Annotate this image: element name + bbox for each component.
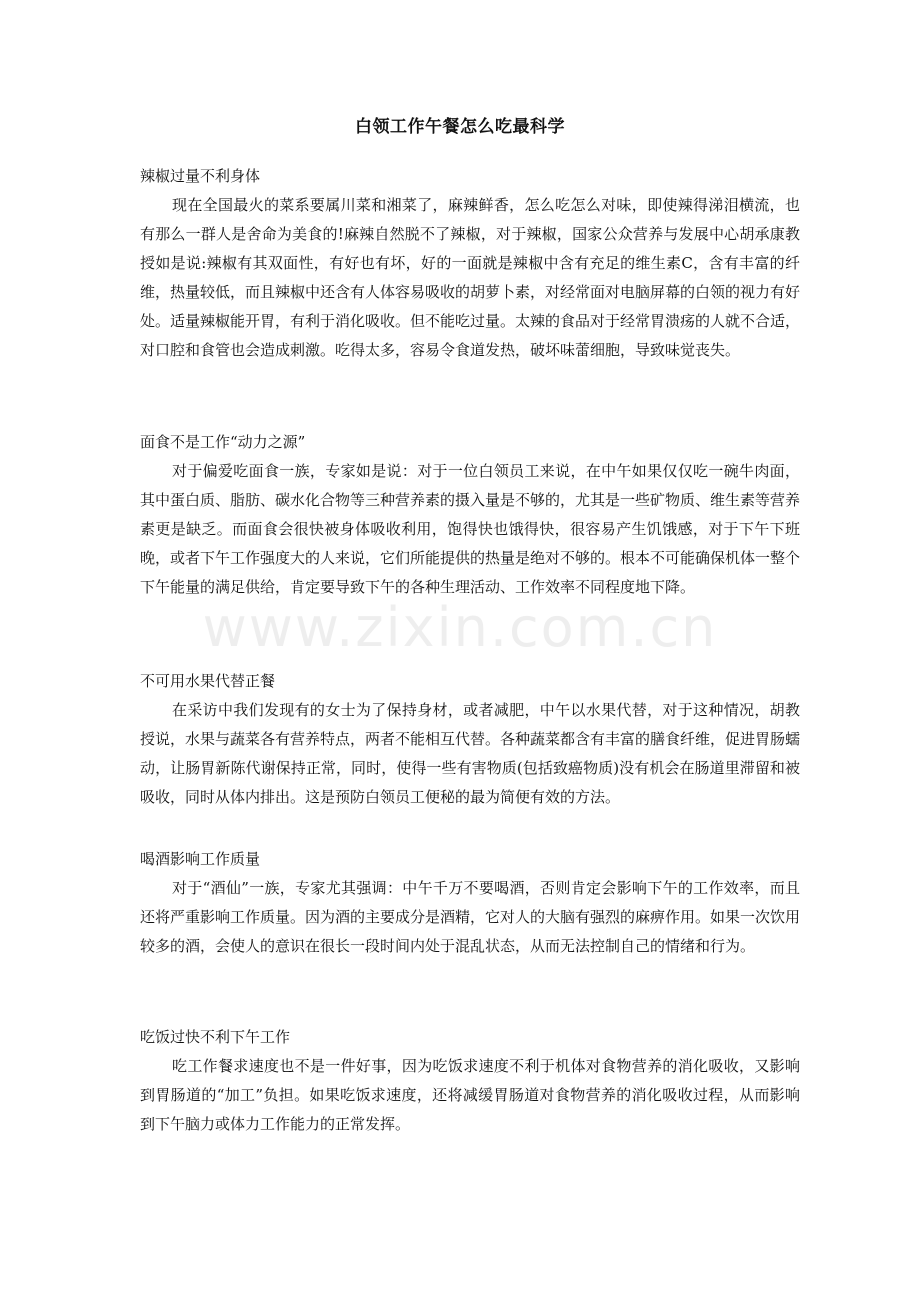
section-paragraph: 对于偏爱吃面食一族，专家如是说：对于一位白领员工来说，在中午如果仅仅吃一碗牛肉面，其中蛋白质、脂肪、碳水化合物等三种营养素的摄入量是不够的，尤其是一些矿物质、维生素等营养素更是缺乏。而面食会很快被身体吸收利用，饱得快也饿得快，很容易产生饥饿感，对于下午下班晚，或者下午工作强度大的人来说，它们所能提供的热量是绝对不够的。根本不可能确保机体一整个下午能量的满足供给，肯定要导致下午的各种生理活动、工作效率不同程度地下降。: [140, 462, 801, 596]
section-heading: 不可用水果代替正餐: [140, 672, 276, 690]
section-heading: 吃饭过快不利下午工作: [140, 1028, 291, 1046]
section-heading: 面食不是工作“动力之源”: [140, 433, 306, 451]
document-title: 白领工作午餐怎么吃最科学: [355, 117, 565, 137]
section-paragraph: 对于“酒仙”一族，专家尤其强调：中午千万不要喝酒，否则肯定会影响下午的工作效率，而且还将严重影响工作质量。因为酒的主要成分是酒精，它对人的大脑有强烈的麻痹作用。如果一次饮用较多的酒，会使人的意识在很长一段时间内处于混乱状态，从而无法控制自己的情绪和行为。: [140, 879, 801, 955]
section-chili: [140, 162, 800, 365]
section-alcohol: [140, 845, 800, 961]
section-paragraph: 吃工作餐求速度也不是一件好事，因为吃饭求速度不利于机体对食物营养的消化吸收，又影响到胃肠道的“加工”负担。如果吃饭求速度，还将减缓胃肠道对食物营养的消化吸收过程，从而影响到下午脑力或体力工作能力的正常发挥。: [140, 1057, 800, 1133]
section-paragraph: 现在全国最火的菜系要属川菜和湘菜了，麻辣鲜香，怎么吃怎么对味，即使辣得涕泪横流，也有那么一群人是舍命为美食的!麻辣自然脱不了辣椒，对于辣椒，国家公众营养与发展中心胡承康教授如是说:辣椒有其双面性，有好也有坏，好的一面就是辣椒中含有充足的维生素C，含有丰富的纤维，热量较低，而且辣椒中还含有人体容易吸收的胡萝卜素，对经常面对电脑屏幕的白领的视力有好处。适量辣椒能开胃，有利于消化吸收。但不能吃过量。太辣的食品对于经常胃溃疡的人就不合适，对口腔和食管也会造成刺激。吃得太多，容易令食道发热，破坏味蕾细胞，导致味觉丧失。: [140, 196, 801, 359]
section-heading: 辣椒过量不利身体: [140, 167, 261, 185]
section-paragraph: 在采访中我们发现有的女士为了保持身材，或者减肥，中午以水果代替，对于这种情况，胡教授说，水果与蔬菜各有营养特点，两者不能相互代替。各种蔬菜都含有丰富的膳食纤维，促进胃肠蠕动，让肠胃新陈代谢保持正常，同时，使得一些有害物质(包括致癌物质)没有机会在肠道里滞留和被吸收，同时从体内排出。这是预防白领员工便秘的最为简便有效的方法。: [140, 701, 801, 806]
section-fruit: [140, 667, 800, 812]
section-heading: 喝酒影响工作质量: [140, 850, 261, 868]
watermark: www.zixin.com.cn: [202, 596, 718, 659]
section-noodles: [140, 428, 800, 602]
section-eating-speed: [140, 1023, 800, 1139]
